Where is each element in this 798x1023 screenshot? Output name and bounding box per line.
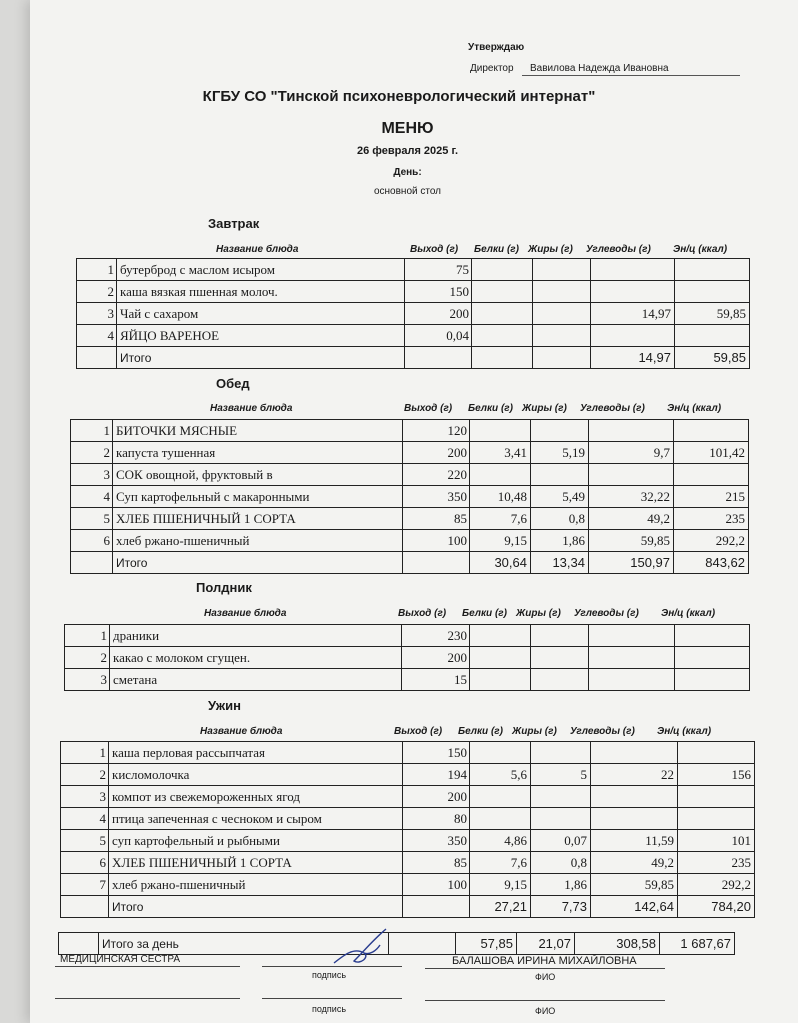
total-yield xyxy=(405,347,472,369)
meal-total-row xyxy=(61,896,755,918)
total-fat: 7,73 xyxy=(531,896,591,918)
total-fat xyxy=(533,347,591,369)
dish-protein: 7,6 xyxy=(470,508,531,530)
column-header-carbs: Углеводы (г) xyxy=(574,608,639,619)
menu-title: МЕНЮ xyxy=(381,120,434,137)
total-yield xyxy=(403,896,470,918)
dish-name: хлеб ржано-пшеничный xyxy=(113,530,403,552)
dish-carbs: 59,85 xyxy=(589,530,674,552)
dish-protein xyxy=(472,259,533,281)
dish-energy xyxy=(678,786,755,808)
dish-number: 5 xyxy=(71,508,113,530)
total-empty xyxy=(71,552,113,574)
approval-title: Утверждаю xyxy=(468,42,525,53)
dish-carbs xyxy=(591,808,678,830)
dish-fat: 1,86 xyxy=(531,874,591,896)
meal-table xyxy=(64,624,750,691)
dish-energy xyxy=(674,420,749,442)
dish-fat: 5 xyxy=(531,764,591,786)
column-header-protein: Белки (г) xyxy=(462,608,507,619)
dish-yield: 200 xyxy=(405,303,472,325)
column-header-protein: Белки (г) xyxy=(468,403,513,414)
meal-title: Обед xyxy=(216,376,250,391)
dish-row xyxy=(61,852,755,874)
dish-number: 3 xyxy=(61,786,109,808)
dish-row xyxy=(71,486,749,508)
dish-carbs xyxy=(591,281,675,303)
dish-carbs: 11,59 xyxy=(591,830,678,852)
column-header-energy: Эн/ц (ккал) xyxy=(661,608,716,619)
dish-number: 7 xyxy=(61,874,109,896)
organization-title: КГБУ СО "Тинской психоневрологический интернат" xyxy=(202,88,596,105)
fio-caption-2: ФИО xyxy=(535,1006,556,1016)
column-header-carbs: Углеводы (г) xyxy=(586,244,651,255)
dish-protein: 7,6 xyxy=(470,852,531,874)
dish-carbs: 9,7 xyxy=(589,442,674,464)
dish-row xyxy=(71,530,749,552)
dish-fat: 0,8 xyxy=(531,508,589,530)
day-total-row xyxy=(59,933,735,955)
dish-protein: 10,48 xyxy=(470,486,531,508)
total-yield xyxy=(403,552,470,574)
dish-number: 6 xyxy=(71,530,113,552)
dish-fat: 1,86 xyxy=(531,530,589,552)
dish-name: хлеб ржано-пшеничный xyxy=(109,874,403,896)
meal-table xyxy=(76,258,750,369)
dish-fat xyxy=(531,669,589,691)
dish-carbs: 22 xyxy=(591,764,678,786)
menu-date: 26 февраля 2025 г. xyxy=(356,145,458,157)
total-label: Итого xyxy=(117,347,405,369)
dish-yield: 150 xyxy=(403,742,470,764)
dish-number: 3 xyxy=(77,303,117,325)
dish-number: 3 xyxy=(71,464,113,486)
total-energy: 59,85 xyxy=(675,347,750,369)
dish-number: 2 xyxy=(65,647,110,669)
day-total-fat: 21,07 xyxy=(517,933,575,955)
column-header-fat: Жиры (г) xyxy=(522,403,567,414)
day-total-protein: 57,85 xyxy=(456,933,517,955)
column-header-fat: Жиры (г) xyxy=(528,244,573,255)
dish-energy xyxy=(674,464,749,486)
total-carbs: 142,64 xyxy=(591,896,678,918)
column-header-fat: Жиры (г) xyxy=(516,608,561,619)
total-energy: 784,20 xyxy=(678,896,755,918)
dish-energy: 101 xyxy=(678,830,755,852)
dish-energy: 292,2 xyxy=(678,874,755,896)
day-total-table xyxy=(58,932,735,955)
dish-name: капуста тушенная xyxy=(113,442,403,464)
dish-energy: 235 xyxy=(674,508,749,530)
dish-name: бутерброд с маслом исыром xyxy=(117,259,405,281)
dish-protein xyxy=(470,420,531,442)
dish-carbs xyxy=(591,786,678,808)
dish-name: драники xyxy=(110,625,402,647)
column-header-name: Название блюда xyxy=(216,244,299,255)
dish-row xyxy=(71,464,749,486)
dish-carbs xyxy=(589,464,674,486)
dish-number: 6 xyxy=(61,852,109,874)
total-protein: 30,64 xyxy=(470,552,531,574)
total-carbs: 150,97 xyxy=(589,552,674,574)
total-label: Итого xyxy=(113,552,403,574)
dish-fat xyxy=(531,647,589,669)
dish-name: ХЛЕБ ПШЕНИЧНЫЙ 1 СОРТА xyxy=(109,852,403,874)
dish-energy: 101,42 xyxy=(674,442,749,464)
dish-energy: 215 xyxy=(674,486,749,508)
dish-protein xyxy=(470,669,531,691)
dish-energy: 156 xyxy=(678,764,755,786)
dish-carbs: 49,2 xyxy=(589,508,674,530)
dish-carbs xyxy=(589,420,674,442)
sign-caption-2: подпись xyxy=(312,1004,347,1014)
meal-title: Полдник xyxy=(196,580,252,595)
meal-title: Ужин xyxy=(208,698,241,713)
table-kind: основной стол xyxy=(373,186,442,197)
dish-number: 1 xyxy=(65,625,110,647)
dish-row xyxy=(77,303,750,325)
dish-yield: 194 xyxy=(403,764,470,786)
dish-yield: 230 xyxy=(402,625,470,647)
column-header-carbs: Углеводы (г) xyxy=(570,726,635,737)
dish-fat: 5,49 xyxy=(531,486,589,508)
dish-carbs: 49,2 xyxy=(591,852,678,874)
dish-row xyxy=(65,625,750,647)
day-label: День: xyxy=(393,167,422,178)
dish-yield: 220 xyxy=(403,464,470,486)
column-header-yield: Выход (г) xyxy=(404,403,453,414)
dish-energy xyxy=(675,669,750,691)
dish-carbs xyxy=(589,625,675,647)
dish-protein xyxy=(470,742,531,764)
dish-protein: 4,86 xyxy=(470,830,531,852)
dish-name: каша вязкая пшенная молоч. xyxy=(117,281,405,303)
dish-fat xyxy=(533,325,591,347)
dish-name: компот из свежемороженных ягод xyxy=(109,786,403,808)
nurse-name: БАЛАШОВА ИРИНА МИХАЙЛОВНА xyxy=(452,955,637,967)
column-header-name: Название блюда xyxy=(204,608,287,619)
total-carbs: 14,97 xyxy=(591,347,675,369)
total-protein: 27,21 xyxy=(470,896,531,918)
dish-name: суп картофельный и рыбными xyxy=(109,830,403,852)
dish-yield: 100 xyxy=(403,530,470,552)
column-header-energy: Эн/ц (ккал) xyxy=(673,244,728,255)
day-total-energy: 1 687,67 xyxy=(660,933,735,955)
fio-caption-1: ФИО xyxy=(535,972,556,982)
dish-fat xyxy=(531,808,591,830)
day-total-carbs: 308,58 xyxy=(575,933,660,955)
dish-row xyxy=(71,508,749,530)
dish-name: какао с молоком сгущен. xyxy=(110,647,402,669)
dish-yield: 350 xyxy=(403,830,470,852)
dish-yield: 200 xyxy=(403,442,470,464)
dish-row xyxy=(71,442,749,464)
sign-caption-1: подпись xyxy=(312,970,347,980)
dish-yield: 75 xyxy=(405,259,472,281)
dish-fat xyxy=(531,625,589,647)
column-header-protein: Белки (г) xyxy=(474,244,519,255)
dish-number: 1 xyxy=(77,259,117,281)
column-header-fat: Жиры (г) xyxy=(512,726,557,737)
dish-carbs xyxy=(591,742,678,764)
dish-row xyxy=(61,786,755,808)
column-header-yield: Выход (г) xyxy=(410,244,459,255)
dish-protein xyxy=(472,303,533,325)
dish-yield: 120 xyxy=(403,420,470,442)
handwritten-signature xyxy=(330,925,390,970)
dish-energy xyxy=(675,625,750,647)
dish-yield: 0,04 xyxy=(405,325,472,347)
dish-fat: 0,8 xyxy=(531,852,591,874)
column-header-protein: Белки (г) xyxy=(458,726,503,737)
dish-fat: 5,19 xyxy=(531,442,589,464)
dish-name: ЯЙЦО ВАРЕНОЕ xyxy=(117,325,405,347)
dish-protein xyxy=(472,281,533,303)
dish-row xyxy=(71,420,749,442)
sign-line-2 xyxy=(262,998,402,999)
dish-row xyxy=(61,830,755,852)
dish-energy xyxy=(678,742,755,764)
dish-number: 1 xyxy=(61,742,109,764)
dish-fat xyxy=(531,420,589,442)
dish-name: СОК овощной, фруктовый в xyxy=(113,464,403,486)
dish-carbs: 14,97 xyxy=(591,303,675,325)
dish-name: Чай с сахаром xyxy=(117,303,405,325)
dish-number: 2 xyxy=(61,764,109,786)
nurse-title-line xyxy=(55,966,240,967)
column-header-energy: Эн/ц (ккал) xyxy=(657,726,712,737)
dish-row xyxy=(77,259,750,281)
day-total-empty xyxy=(59,933,99,955)
dish-protein: 5,6 xyxy=(470,764,531,786)
dish-fat xyxy=(533,281,591,303)
day-total-label: Итого за день xyxy=(99,933,389,955)
dish-yield: 15 xyxy=(402,669,470,691)
total-empty xyxy=(61,896,109,918)
dish-carbs xyxy=(591,259,675,281)
column-header-name: Название блюда xyxy=(200,726,283,737)
dish-energy xyxy=(675,281,750,303)
dish-protein xyxy=(470,808,531,830)
dish-carbs xyxy=(591,325,675,347)
dish-protein xyxy=(470,464,531,486)
dish-name: Суп картофельный с макаронными xyxy=(113,486,403,508)
column-header-carbs: Углеводы (г) xyxy=(580,403,645,414)
dish-energy xyxy=(675,647,750,669)
total-empty xyxy=(77,347,117,369)
dish-number: 4 xyxy=(61,808,109,830)
dish-fat xyxy=(531,464,589,486)
column-header-energy: Эн/ц (ккал) xyxy=(667,403,722,414)
dish-energy: 59,85 xyxy=(675,303,750,325)
director-label: Директор xyxy=(470,63,514,74)
dish-number: 5 xyxy=(61,830,109,852)
nurse-title: МЕДИЦИНСКАЯ СЕСТРА xyxy=(60,954,181,965)
dish-fat xyxy=(531,742,591,764)
dish-row xyxy=(61,874,755,896)
dish-yield: 350 xyxy=(403,486,470,508)
column-header-name: Название блюда xyxy=(210,403,293,414)
meal-total-row xyxy=(71,552,749,574)
dish-row xyxy=(65,647,750,669)
dish-protein xyxy=(470,625,531,647)
total-fat: 13,34 xyxy=(531,552,589,574)
column-header-yield: Выход (г) xyxy=(398,608,447,619)
dish-energy: 235 xyxy=(678,852,755,874)
dish-energy: 292,2 xyxy=(674,530,749,552)
dish-number: 4 xyxy=(77,325,117,347)
dish-yield: 85 xyxy=(403,508,470,530)
dish-yield: 85 xyxy=(403,852,470,874)
meal-table xyxy=(70,419,749,574)
dish-protein xyxy=(472,325,533,347)
dish-fat: 0,07 xyxy=(531,830,591,852)
dish-row xyxy=(65,669,750,691)
dish-name: птица запеченная с чесноком и сыром xyxy=(109,808,403,830)
dish-fat xyxy=(533,259,591,281)
dish-name: сметана xyxy=(110,669,402,691)
dish-yield: 100 xyxy=(403,874,470,896)
dish-protein xyxy=(470,786,531,808)
dish-protein xyxy=(470,647,531,669)
meal-total-row xyxy=(77,347,750,369)
blank-line-1 xyxy=(55,998,240,999)
dish-energy xyxy=(678,808,755,830)
dish-carbs xyxy=(589,647,675,669)
total-label: Итого xyxy=(109,896,403,918)
meal-table xyxy=(60,741,755,918)
dish-energy xyxy=(675,325,750,347)
dish-row xyxy=(77,281,750,303)
dish-carbs: 59,85 xyxy=(591,874,678,896)
meal-title: Завтрак xyxy=(208,216,260,231)
dish-yield: 80 xyxy=(403,808,470,830)
dish-carbs: 32,22 xyxy=(589,486,674,508)
fio-line-2 xyxy=(425,1000,665,1001)
dish-number: 3 xyxy=(65,669,110,691)
dish-name: кисломолочка xyxy=(109,764,403,786)
dish-fat xyxy=(531,786,591,808)
dish-yield: 150 xyxy=(405,281,472,303)
dish-row xyxy=(61,742,755,764)
total-protein xyxy=(472,347,533,369)
dish-number: 4 xyxy=(71,486,113,508)
dish-protein: 9,15 xyxy=(470,874,531,896)
dish-row xyxy=(61,808,755,830)
total-energy: 843,62 xyxy=(674,552,749,574)
dish-name: каша перловая рассыпчатая xyxy=(109,742,403,764)
day-total-yield xyxy=(389,933,456,955)
nurse-name-line xyxy=(425,968,665,969)
dish-protein: 9,15 xyxy=(470,530,531,552)
dish-protein: 3,41 xyxy=(470,442,531,464)
director-name: Вавилова Надежда Ивановна xyxy=(530,63,669,74)
dish-name: БИТОЧКИ МЯСНЫЕ xyxy=(113,420,403,442)
dish-row xyxy=(61,764,755,786)
dish-yield: 200 xyxy=(403,786,470,808)
dish-row xyxy=(77,325,750,347)
dish-number: 2 xyxy=(71,442,113,464)
column-header-yield: Выход (г) xyxy=(394,726,443,737)
dish-yield: 200 xyxy=(402,647,470,669)
dish-number: 2 xyxy=(77,281,117,303)
dish-carbs xyxy=(589,669,675,691)
dish-energy xyxy=(675,259,750,281)
dish-name: ХЛЕБ ПШЕНИЧНЫЙ 1 СОРТА xyxy=(113,508,403,530)
director-underline xyxy=(522,75,740,76)
dish-number: 1 xyxy=(71,420,113,442)
dish-fat xyxy=(533,303,591,325)
